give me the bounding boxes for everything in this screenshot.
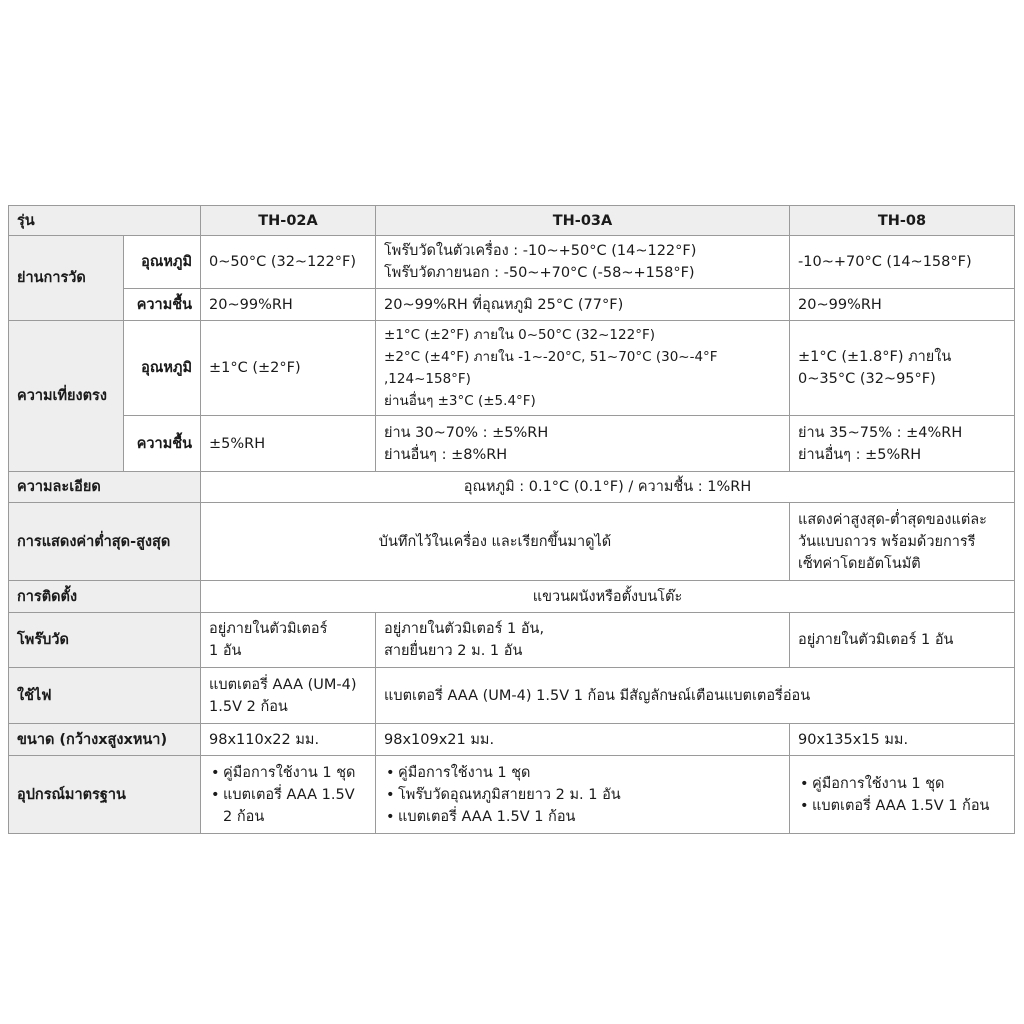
accessories-label: อุปกรณ์มาตรฐาน — [9, 756, 201, 834]
text-line: 1 อัน — [209, 643, 242, 659]
text-line: สายยื่นยาว 2 ม. 1 อัน — [384, 643, 523, 659]
accuracy-humidity-th02a: ±5%RH — [201, 416, 376, 472]
list-item — [223, 784, 367, 828]
text-line: โพร๊บวัดในตัวเครื่อง : -10~+50°C (14~122°F) — [384, 243, 697, 259]
accessories-row — [9, 756, 1015, 834]
size-row — [9, 724, 1015, 756]
power-row — [9, 668, 1015, 724]
accuracy-temp-th03a — [376, 321, 790, 416]
spec-table — [8, 205, 1015, 834]
accuracy-label: ความเที่ยงตรง — [9, 321, 124, 472]
accessories-th02a — [201, 756, 376, 834]
text-line: ย่านอื่นๆ : ±5%RH — [798, 446, 922, 463]
model-th02a: TH-02A — [201, 206, 376, 236]
probe-label: โพร๊บวัด — [9, 613, 201, 668]
text-line: แบตเตอรี่ AAA (UM-4) — [209, 676, 357, 693]
minmax-label: การแสดงค่าต่ำสุด-สูงสุด — [9, 503, 201, 581]
text-line: ย่าน 35~75% : ±4%RH — [798, 424, 963, 441]
model-th08: TH-08 — [790, 206, 1015, 236]
text-line: 0~35°C (32~95°F) — [798, 371, 936, 387]
measure-range-temp-label: อุณหภูมิ — [124, 236, 201, 289]
measure-range-temp-th02a: 0~50°C (32~122°F) — [201, 236, 376, 289]
text-line: ±2°C (±4°F) ภายใน -1~-20°C, 51~70°C (30~-4°F ,124~158°F) — [384, 349, 718, 387]
minmax-shared: บันทึกไว้ในเครื่อง และเรียกขึ้นมาดูได้ — [201, 503, 790, 581]
measure-range-humidity-th02a: 20~99%RH — [201, 289, 376, 321]
model-header-label: รุ่น — [9, 206, 201, 236]
measure-range-temp-th08: -10~+70°C (14~158°F) — [790, 236, 1015, 289]
resolution-label: ความละเอียด — [9, 472, 201, 503]
measure-range-humidity-th03a: 20~99%RH ที่อุณหภูมิ 25°C (77°F) — [376, 289, 790, 321]
measure-range-humidity-row — [9, 289, 1015, 321]
text-line: ย่านอื่นๆ : ±8%RH — [384, 446, 508, 463]
accuracy-humidity-th08 — [790, 416, 1015, 472]
resolution-row — [9, 472, 1015, 503]
measure-range-temp-th03a — [376, 236, 790, 289]
measure-range-humidity-th08: 20~99%RH — [790, 289, 1015, 321]
list-item: • คู่มือการใช้งาน 1 ชุด — [223, 762, 367, 784]
accuracy-temp-label: อุณหภูมิ — [124, 321, 201, 416]
power-th02a — [201, 668, 376, 724]
text-line: อยู่ภายในตัวมิเตอร์ 1 อัน, — [384, 621, 545, 637]
text-line: อยู่ภายในตัวมิเตอร์ — [209, 621, 328, 637]
list-item: • โพร๊บวัดอุณหภูมิสายยาว 2 ม. 1 อัน — [398, 784, 781, 806]
text-line: แสดงค่าสูงสุด-ต่ำสุดของแต่ละ — [798, 511, 987, 528]
accuracy-temp-th02a: ±1°C (±2°F) — [201, 321, 376, 416]
list-item: • คู่มือการใช้งาน 1 ชุด — [398, 762, 781, 784]
text-line: ย่าน 30~70% : ±5%RH — [384, 424, 549, 441]
accessories-th08 — [790, 756, 1015, 834]
accuracy-humidity-label: ความชื้น — [124, 416, 201, 472]
measure-range-humidity-label: ความชื้น — [124, 289, 201, 321]
mounting-row — [9, 581, 1015, 613]
accuracy-temp-th08 — [790, 321, 1015, 416]
list-item: • แบตเตอรี่ AAA 1.5V 1 ก้อน — [398, 806, 781, 828]
list-item: • คู่มือการใช้งาน 1 ชุด — [812, 773, 1006, 795]
power-label: ใช้ไฟ — [9, 668, 201, 724]
text-line: เซ็ทค่าโดยอัตโนมัติ — [798, 555, 921, 572]
bullet-list — [384, 762, 781, 828]
probe-th03a — [376, 613, 790, 668]
bullet-list — [798, 773, 1006, 817]
text-line: 2 ก้อน — [223, 808, 265, 825]
size-th03a: 98x109x21 มม. — [376, 724, 790, 756]
measure-range-temp-row — [9, 236, 1015, 289]
mounting-label: การติดตั้ง — [9, 581, 201, 613]
measure-range-label: ย่านการวัด — [9, 236, 124, 321]
probe-th02a — [201, 613, 376, 668]
text-line: วันแบบถาวร พร้อมด้วยการรี — [798, 533, 976, 550]
size-th08: 90x135x15 มม. — [790, 724, 1015, 756]
text-line: โพร๊บวัดภายนอก : -50~+70°C (-58~+158°F) — [384, 265, 695, 281]
minmax-row — [9, 503, 1015, 581]
resolution-value: อุณหภูมิ : 0.1°C (0.1°F) / ความชื้น : 1%RH — [201, 472, 1015, 503]
bullet-list — [209, 762, 367, 828]
text-line: • แบตเตอรี่ AAA 1.5V — [223, 786, 355, 803]
list-item: • แบตเตอรี่ AAA 1.5V 1 ก้อน — [812, 795, 1006, 817]
accuracy-humidity-row — [9, 416, 1015, 472]
power-shared: แบตเตอรี่ AAA (UM-4) 1.5V 1 ก้อน มีสัญลักษณ์เตือนแบตเตอรี่อ่อน — [376, 668, 1015, 724]
text-line: ±1°C (±2°F) ภายใน 0~50°C (32~122°F) — [384, 327, 655, 343]
mounting-value: แขวนผนังหรือตั้งบนโต๊ะ — [201, 581, 1015, 613]
text-line: ±1°C (±1.8°F) ภายใน — [798, 349, 952, 365]
text-line: 1.5V 2 ก้อน — [209, 698, 288, 715]
minmax-th08 — [790, 503, 1015, 581]
accessories-th03a — [376, 756, 790, 834]
size-th02a: 98x110x22 มม. — [201, 724, 376, 756]
size-label: ขนาด (กว้างxสูงxหนา) — [9, 724, 201, 756]
header-row — [9, 206, 1015, 236]
accuracy-humidity-th03a — [376, 416, 790, 472]
probe-th08: อยู่ภายในตัวมิเตอร์ 1 อัน — [790, 613, 1015, 668]
model-th03a: TH-03A — [376, 206, 790, 236]
text-line: ย่านอื่นๆ ±3°C (±5.4°F) — [384, 393, 536, 409]
probe-row — [9, 613, 1015, 668]
accuracy-temp-row — [9, 321, 1015, 416]
